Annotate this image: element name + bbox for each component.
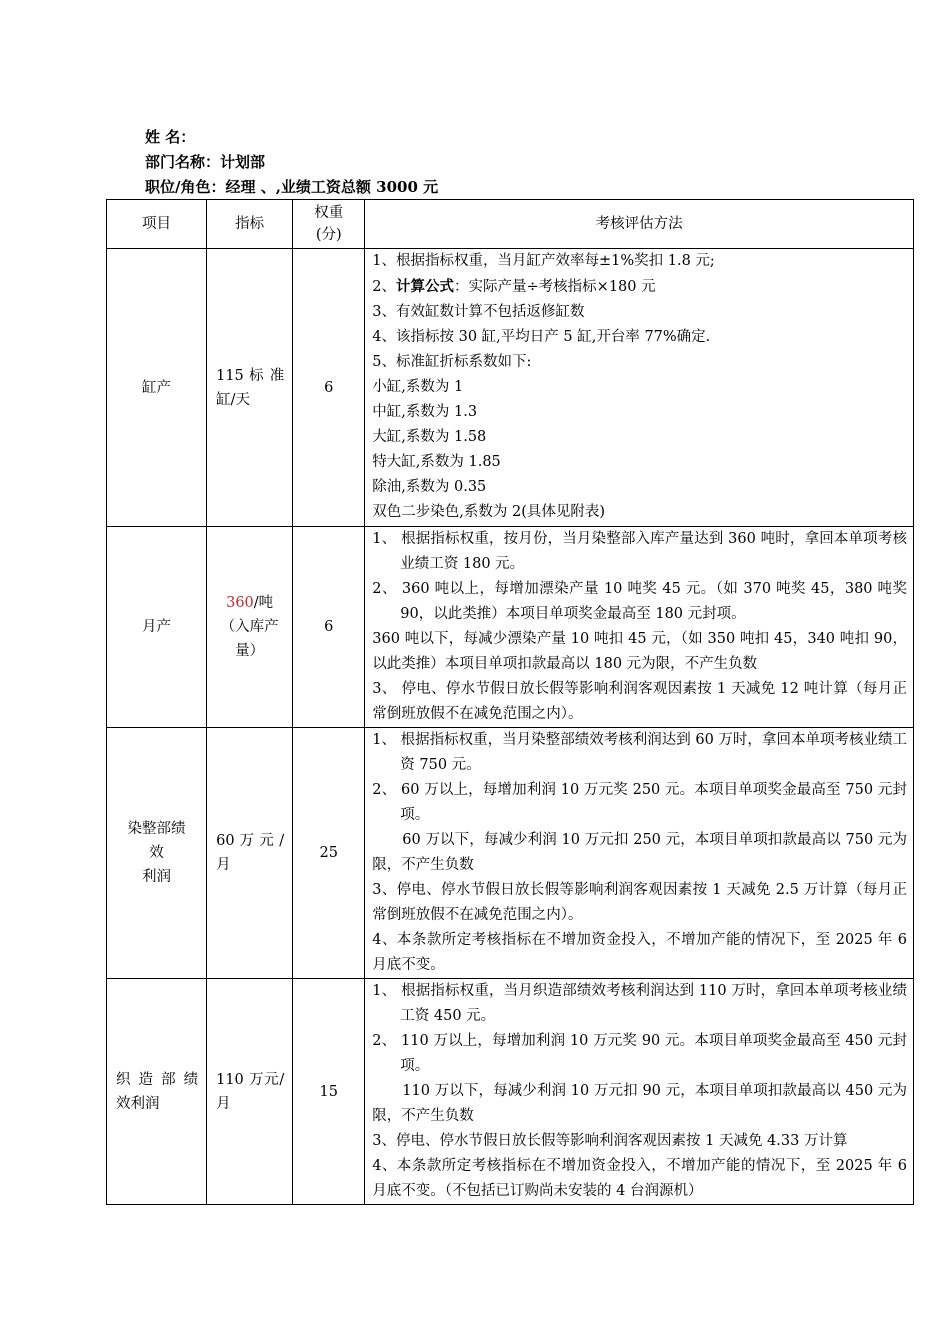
column-header-indicator: 指标 <box>207 200 293 249</box>
method-line: 3、停电、停水节假日放长假等影响利润客观因素按 1 天减免 4.33 万计算 <box>372 1133 848 1149</box>
indicator-cell <box>207 527 293 728</box>
method-cell <box>365 527 914 728</box>
indicator-value-red: 360 <box>226 595 254 611</box>
table-row <box>107 249 914 527</box>
method-line: 小缸,系数为 1 <box>372 379 464 395</box>
item-cell: 月产 <box>107 527 207 728</box>
method-line: 5、标准缸折标系数如下: <box>372 354 532 370</box>
column-header-method: 考核评估方法 <box>365 200 914 249</box>
method-line: 除油,系数为 0.35 <box>372 479 487 495</box>
item-cell: 织 造 部 绩 效利润 <box>107 979 207 1205</box>
column-header-item: 项目 <box>107 200 207 249</box>
method-line: 3、 停电、停水节假日放长假等影响利润客观因素按 1 天减免 12 吨计算（每月正常倒班放假不在减免范围之内）。 <box>372 681 907 722</box>
indicator-cell: 60 万 元 / 月 <box>207 728 293 979</box>
method-cell <box>365 979 914 1205</box>
method-line-prefix: 2、 <box>372 279 397 295</box>
weight-cell: 25 <box>293 728 365 979</box>
indicator-cell: 110 万元/ 月 <box>207 979 293 1205</box>
formula-text: ：实际产量÷考核指标×180 元 <box>454 279 656 295</box>
weight-cell: 6 <box>293 527 365 728</box>
method-line: 3、有效缸数计算不包括返修缸数 <box>372 304 585 320</box>
method-line: 2、 360 吨以上，每增加漂染产量 10 吨奖 45 元。（如 370 吨奖 45，380 吨奖 90，以此类推）本项目单项奖金最高至 180 元封项。 <box>372 581 907 622</box>
method-line: 特大缸,系数为 1.85 <box>372 454 501 470</box>
document-header <box>145 125 438 200</box>
indicator-unit: /吨（入库产量） <box>220 595 279 659</box>
formula-label: 计算公式 <box>396 278 455 295</box>
method-line: 1、根据指标权重，当月缸产效率每±1%奖扣 1.8 元; <box>372 253 715 269</box>
weight-header-line1: 权重 <box>314 205 344 221</box>
method-line: 4、本条款所定考核指标在不增加资金投入，不增加产能的情况下，至 2025 年 6 月底不变。（不包括已订购尚未安装的 4 台润源机） <box>372 1158 907 1199</box>
method-line: 4、本条款所定考核指标在不增加资金投入，不增加产能的情况下，至 2025 年 6 月底不变。 <box>372 932 907 973</box>
item-line: 效 <box>149 845 164 861</box>
weight-cell: 15 <box>293 979 365 1205</box>
method-cell <box>365 728 914 979</box>
method-line: 60 万以下，每减少利润 10 万元扣 250 元，本项目单项扣款最高以 750 元为限，不产生负数 <box>372 832 907 873</box>
method-line: 2、 60 万以上，每增加利润 10 万元奖 250 元。本项目单项奖金最高至 750 元封项。 <box>372 782 907 823</box>
table-row <box>107 979 914 1205</box>
position-role: 职位/角色：经理 、,业绩工资总额 3000 元 <box>145 178 439 196</box>
department-name: 部门名称：计划部 <box>145 153 266 171</box>
weight-header-line2: (分) <box>315 227 342 243</box>
table-row <box>107 728 914 979</box>
item-cell <box>107 728 207 979</box>
method-line: 360 吨以下，每减少漂染产量 10 吨扣 45 元，（如 350 吨扣 45，340 吨扣 90，以此类推）本项目单项扣款最高以 180 元为限，不产生负数 <box>372 631 907 672</box>
method-line: 1、 根据指标权重，当月织造部绩效考核利润达到 110 万时，拿回本单项考核业绩工资 450 元。 <box>372 983 907 1024</box>
evaluation-table <box>106 199 914 1205</box>
method-cell <box>365 249 914 527</box>
indicator-cell: 115 标 准 缸/天 <box>207 249 293 527</box>
method-line: 110 万以下，每减少利润 10 万元扣 90 元，本项目单项扣款最高以 450 元为限，不产生负数 <box>372 1083 907 1124</box>
column-header-weight <box>293 200 365 249</box>
table-row <box>107 527 914 728</box>
method-line: 大缸,系数为 1.58 <box>372 429 487 445</box>
method-line: 1、 根据指标权重，按月份，当月染整部入库产量达到 360 吨时，拿回本单项考核业绩工资 180 元。 <box>372 531 907 572</box>
method-line: 4、该指标按 30 缸,平均日产 5 缸,开台率 77%确定. <box>372 329 711 345</box>
item-line: 利润 <box>142 869 172 885</box>
method-line: 3、停电、停水节假日放长假等影响利润客观因素按 1 天减免 2.5 万计算（每月正常倒班放假不在减免范围之内）。 <box>372 882 907 923</box>
table-header-row <box>107 200 914 249</box>
weight-cell: 6 <box>293 249 365 527</box>
item-cell: 缸产 <box>107 249 207 527</box>
method-line <box>372 274 907 300</box>
method-line: 双色二步染色,系数为 2(具体见附表) <box>372 504 606 520</box>
method-line: 中缸,系数为 1.3 <box>372 404 478 420</box>
employee-name-label: 姓 名： <box>145 128 196 146</box>
item-line: 染整部绩 <box>127 821 186 837</box>
method-line: 2、 110 万以上，每增加利润 10 万元奖 90 元。本项目单项奖金最高至 450 元封项。 <box>372 1033 907 1074</box>
method-line: 1、 根据指标权重，当月染整部绩效考核利润达到 60 万时，拿回本单项考核业绩工资 750 元。 <box>372 732 907 773</box>
